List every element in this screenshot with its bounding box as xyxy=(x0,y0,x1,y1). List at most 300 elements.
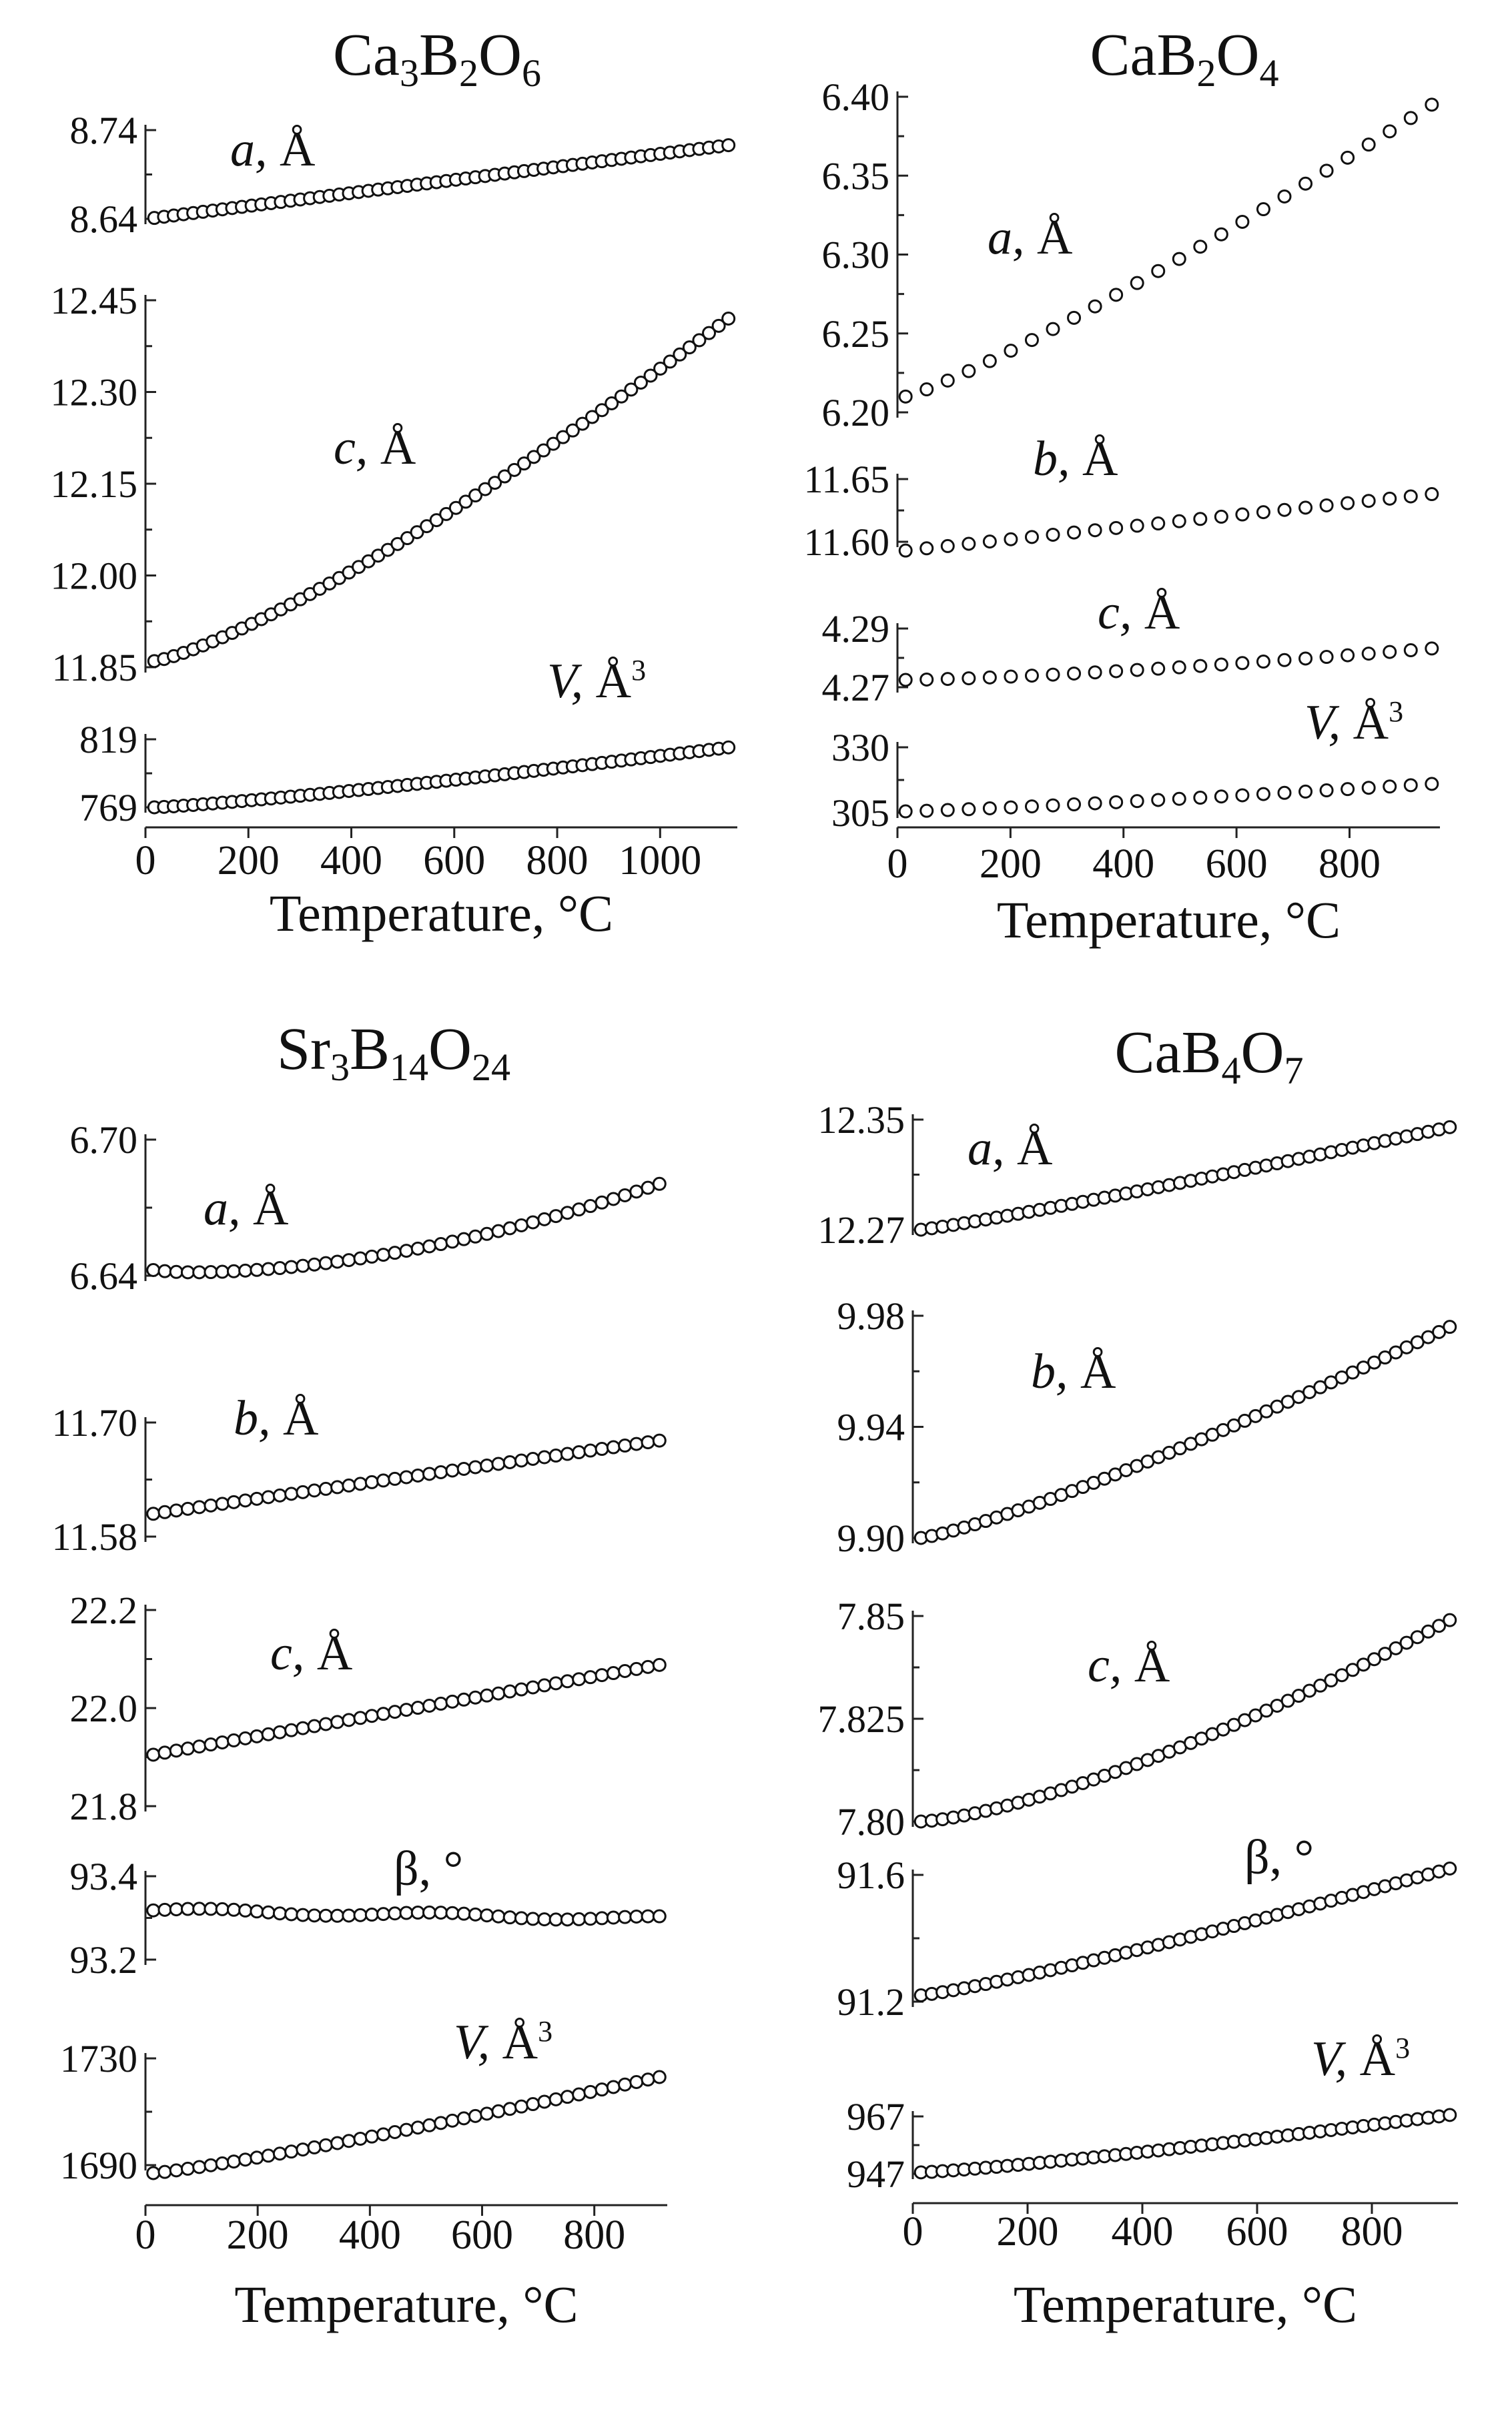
data-point xyxy=(228,1734,240,1746)
data-point xyxy=(194,1741,206,1753)
data-point xyxy=(1363,495,1375,507)
data-point xyxy=(1194,513,1206,525)
data-point xyxy=(963,803,975,815)
data-point xyxy=(170,1904,182,1916)
data-point xyxy=(240,1495,252,1507)
data-point xyxy=(366,2130,378,2142)
data-point xyxy=(1444,1121,1456,1133)
data-point xyxy=(251,1730,263,1742)
data-point xyxy=(1342,151,1354,163)
data-point xyxy=(941,673,954,685)
data-point xyxy=(1173,253,1185,265)
y-tick-label: 6.70 xyxy=(69,1118,137,1162)
data-point xyxy=(921,384,933,396)
data-point xyxy=(458,1908,470,1920)
y-tick-label: 1730 xyxy=(60,2037,137,2080)
data-point xyxy=(1110,522,1122,534)
data-point xyxy=(527,1681,539,1693)
data-point xyxy=(262,1728,274,1740)
data-point xyxy=(941,804,954,816)
y-tick-label: 9.98 xyxy=(837,1294,905,1338)
x-tick-label: 200 xyxy=(979,841,1042,887)
data-point xyxy=(400,1704,412,1716)
data-point xyxy=(389,1706,401,1718)
data-point xyxy=(366,1909,378,1921)
panel-2 xyxy=(51,279,735,689)
y-tick-label: 7.80 xyxy=(837,1800,905,1844)
data-point xyxy=(550,1450,562,1462)
data-point xyxy=(607,1193,619,1205)
data-point xyxy=(527,1453,539,1465)
data-point xyxy=(228,1265,240,1277)
data-point xyxy=(332,1256,344,1268)
data-point xyxy=(343,1479,355,1491)
data-point xyxy=(899,544,911,556)
data-point xyxy=(181,1503,194,1515)
data-point xyxy=(1342,497,1354,509)
data-point xyxy=(435,1238,447,1250)
data-point xyxy=(515,1219,527,1231)
data-point xyxy=(1173,515,1185,527)
data-point xyxy=(366,1476,378,1488)
data-point xyxy=(1026,801,1038,813)
panel-label: β, ° xyxy=(1244,1830,1314,1885)
data-point xyxy=(585,1913,597,1925)
data-point xyxy=(481,1910,493,1922)
data-point xyxy=(216,2157,228,2169)
data-point xyxy=(1405,779,1417,791)
data-point xyxy=(412,2122,424,2134)
data-point xyxy=(228,1904,240,1916)
data-point xyxy=(194,1501,206,1513)
data-point xyxy=(332,1716,344,1728)
data-point xyxy=(1047,528,1059,540)
data-point xyxy=(653,1435,665,1447)
x-axis-label: Temperature, °C xyxy=(996,891,1341,949)
y-tick-label: 12.27 xyxy=(817,1208,905,1252)
panel-2 xyxy=(837,1294,1456,1560)
data-point xyxy=(619,1440,631,1452)
data-point xyxy=(458,1463,470,1475)
data-point xyxy=(458,1693,470,1705)
y-tick-label: 22.2 xyxy=(69,1589,137,1632)
data-point xyxy=(1320,785,1333,797)
data-point xyxy=(147,1904,159,1916)
data-point xyxy=(585,1671,597,1683)
chart-title: Sr3B14O24 xyxy=(276,1016,511,1090)
data-point xyxy=(573,1204,585,1216)
data-point xyxy=(423,1468,435,1480)
data-point xyxy=(1131,664,1143,676)
x-tick-label: 600 xyxy=(1226,2209,1288,2255)
data-point xyxy=(1278,190,1290,202)
data-point xyxy=(1278,504,1290,516)
data-point xyxy=(550,1210,562,1222)
x-tick-label: 800 xyxy=(1341,2209,1403,2255)
data-point xyxy=(1384,781,1396,793)
x-axis-label: Temperature, °C xyxy=(234,2275,579,2333)
data-point xyxy=(1384,492,1396,504)
data-point xyxy=(1257,204,1269,216)
panel-label: b, Å xyxy=(234,1391,319,1446)
data-point xyxy=(653,1178,665,1190)
data-point xyxy=(1047,669,1059,681)
data-point xyxy=(205,2159,217,2171)
data-point xyxy=(354,1252,366,1264)
data-point xyxy=(297,2144,309,2156)
x-tick-label: 600 xyxy=(423,838,486,883)
data-point xyxy=(469,2110,481,2122)
data-point xyxy=(205,1266,217,1278)
data-point xyxy=(1005,671,1017,683)
data-point xyxy=(205,1739,217,1751)
data-point xyxy=(423,1699,435,1711)
data-point xyxy=(573,1447,585,1459)
data-point xyxy=(492,1458,504,1470)
data-point xyxy=(653,1659,665,1671)
data-point xyxy=(354,1909,366,1921)
data-point xyxy=(240,2154,252,2166)
data-point xyxy=(631,2076,643,2088)
data-point xyxy=(389,1908,401,1920)
panel-3 xyxy=(79,654,735,829)
data-point xyxy=(573,1673,585,1685)
data-point xyxy=(607,2081,619,2093)
data-point xyxy=(596,2084,608,2096)
data-point xyxy=(159,1265,171,1277)
data-point xyxy=(332,2137,344,2149)
data-point xyxy=(194,2161,206,2173)
data-point xyxy=(538,1914,550,1926)
x-tick-label: 400 xyxy=(338,2212,401,2258)
data-point xyxy=(435,1697,447,1709)
data-point xyxy=(297,1260,309,1272)
x-tick-label: 800 xyxy=(1318,841,1381,887)
data-point xyxy=(1152,518,1164,530)
data-point xyxy=(1215,791,1227,803)
data-point xyxy=(308,1258,320,1270)
data-point xyxy=(619,1911,631,1923)
data-point xyxy=(262,1491,274,1503)
data-point xyxy=(492,1225,504,1237)
data-point xyxy=(1089,667,1101,679)
x-tick-label: 600 xyxy=(451,2212,514,2258)
data-point xyxy=(1068,799,1080,811)
data-point xyxy=(286,1908,298,1920)
data-point xyxy=(435,1907,447,1919)
y-tick-label: 11.70 xyxy=(51,1401,137,1445)
data-point xyxy=(642,1182,654,1194)
data-point xyxy=(1068,667,1080,679)
panel-label: c, Å xyxy=(270,1626,353,1681)
data-point xyxy=(984,671,996,683)
data-point xyxy=(274,1908,286,1920)
data-point xyxy=(561,2091,573,2103)
data-point xyxy=(412,1907,424,1919)
data-point xyxy=(1300,785,1312,797)
data-point xyxy=(412,1469,424,1481)
data-point xyxy=(262,1906,274,1918)
chart-title: Ca3B2O6 xyxy=(332,22,542,95)
panel-3 xyxy=(822,585,1438,709)
data-point xyxy=(446,1465,458,1477)
x-tick-label: 0 xyxy=(902,2209,923,2255)
data-point xyxy=(504,1456,516,1468)
data-point xyxy=(527,2098,539,2110)
data-point xyxy=(170,1505,182,1517)
data-point xyxy=(446,1236,458,1248)
data-point xyxy=(561,1207,573,1219)
data-point xyxy=(286,2146,298,2158)
data-point xyxy=(1384,125,1396,137)
data-point xyxy=(228,2156,240,2168)
y-tick-label: 6.25 xyxy=(821,312,889,356)
y-tick-label: 12.35 xyxy=(817,1098,905,1142)
data-point xyxy=(1194,660,1206,672)
data-point xyxy=(389,2126,401,2138)
y-tick-label: 305 xyxy=(831,791,889,835)
data-point xyxy=(1236,657,1248,669)
data-point xyxy=(308,2141,320,2153)
data-point xyxy=(354,2132,366,2144)
data-point xyxy=(194,1266,206,1278)
y-tick-label: 12.15 xyxy=(50,462,137,506)
y-tick-label: 8.64 xyxy=(69,197,137,241)
data-point xyxy=(343,1910,355,1922)
data-point xyxy=(642,1437,654,1449)
data-point xyxy=(984,536,996,548)
panel-label: a, Å xyxy=(988,210,1073,265)
y-tick-label: 11.58 xyxy=(51,1515,137,1559)
data-point xyxy=(1194,792,1206,804)
panel-label: V, Å3 xyxy=(547,653,647,709)
panel-label: V, Å3 xyxy=(454,2014,553,2070)
data-point xyxy=(538,1679,550,1691)
data-point xyxy=(1342,783,1354,795)
data-point xyxy=(181,1903,194,1915)
x-tick-label: 800 xyxy=(526,838,589,883)
data-point xyxy=(1426,643,1438,655)
data-point xyxy=(1131,520,1143,532)
data-point xyxy=(389,1247,401,1259)
data-point xyxy=(343,1254,355,1266)
data-point xyxy=(527,1216,539,1228)
data-point xyxy=(159,1747,171,1759)
y-tick-label: 12.30 xyxy=(50,370,137,414)
data-point xyxy=(159,1904,171,1916)
data-point xyxy=(251,1493,263,1505)
data-point xyxy=(1152,265,1164,277)
data-point xyxy=(550,1914,562,1926)
data-point xyxy=(308,1910,320,1922)
data-point xyxy=(469,1908,481,1920)
data-point xyxy=(216,1903,228,1915)
panel-label: V, Å3 xyxy=(1304,695,1404,750)
data-point xyxy=(1005,533,1017,545)
data-point xyxy=(205,1903,217,1915)
data-point xyxy=(378,2128,390,2140)
data-point xyxy=(607,1441,619,1453)
data-point xyxy=(400,1907,412,1919)
data-point xyxy=(458,2112,470,2124)
data-point xyxy=(274,2148,286,2160)
x-tick-label: 400 xyxy=(1111,2209,1174,2255)
panel-label: a, Å xyxy=(968,1121,1053,1176)
data-point xyxy=(1215,228,1227,240)
panel-3 xyxy=(818,1595,1456,1844)
y-tick-label: 7.85 xyxy=(837,1595,905,1638)
data-point xyxy=(538,1213,550,1225)
panel-1 xyxy=(70,1118,666,1298)
data-point xyxy=(1257,788,1269,800)
y-tick-label: 93.4 xyxy=(69,1855,137,1898)
data-point xyxy=(469,1230,481,1242)
data-point xyxy=(1005,345,1017,357)
data-point xyxy=(274,1489,286,1501)
data-point xyxy=(216,1498,228,1510)
chart-1 xyxy=(51,22,738,942)
y-tick-label: 6.20 xyxy=(821,391,889,434)
data-point xyxy=(412,1702,424,1714)
data-point xyxy=(1300,177,1312,189)
panel-4 xyxy=(837,1830,1456,2024)
x-axis-label: Temperature, °C xyxy=(1013,2275,1358,2333)
data-point xyxy=(366,1710,378,1722)
data-point xyxy=(619,2078,631,2090)
data-point xyxy=(412,1242,424,1254)
data-point xyxy=(642,2074,654,2086)
chart-title: CaB2O4 xyxy=(1090,22,1279,95)
panel-1 xyxy=(822,75,1438,434)
data-point xyxy=(1405,490,1417,502)
y-tick-label: 11.60 xyxy=(803,520,889,564)
panel-1 xyxy=(818,1098,1456,1252)
data-point xyxy=(1047,323,1059,335)
x-tick-label: 0 xyxy=(887,841,908,887)
panel-label: c, Å xyxy=(334,420,416,475)
chart-3 xyxy=(52,1016,667,2333)
data-point xyxy=(1278,787,1290,799)
data-point xyxy=(585,2086,597,2098)
data-point xyxy=(963,365,975,377)
data-point xyxy=(1068,312,1080,324)
data-point xyxy=(400,1471,412,1483)
data-point xyxy=(297,1722,309,1734)
data-point xyxy=(1320,651,1333,663)
data-point xyxy=(492,2105,504,2117)
data-point xyxy=(1236,508,1248,520)
data-point xyxy=(343,1714,355,1726)
data-point xyxy=(1300,653,1312,665)
data-point xyxy=(1173,793,1185,805)
data-point xyxy=(378,1908,390,1920)
panel-label: β, ° xyxy=(394,1842,464,1896)
data-point xyxy=(240,1732,252,1744)
y-tick-label: 8.74 xyxy=(69,109,137,152)
data-point xyxy=(216,1736,228,1748)
data-point xyxy=(619,1189,631,1201)
data-point xyxy=(515,1912,527,1924)
data-point xyxy=(297,1909,309,1921)
data-point xyxy=(899,805,911,817)
x-tick-label: 1000 xyxy=(619,838,702,883)
data-point xyxy=(619,1665,631,1677)
data-point xyxy=(1026,531,1038,543)
y-tick-label: 6.40 xyxy=(821,75,889,119)
data-point xyxy=(286,1261,298,1273)
data-point xyxy=(170,1266,182,1278)
data-point xyxy=(1089,797,1101,809)
data-point xyxy=(194,1903,206,1915)
y-tick-label: 11.85 xyxy=(51,646,137,689)
data-point xyxy=(389,1473,401,1485)
panel-5 xyxy=(60,2015,665,2187)
y-tick-label: 12.45 xyxy=(50,279,137,322)
data-point xyxy=(1278,654,1290,666)
data-point xyxy=(607,1912,619,1924)
data-point xyxy=(1405,112,1417,124)
panel-5 xyxy=(847,2032,1456,2196)
x-tick-label: 400 xyxy=(320,838,383,883)
data-point xyxy=(631,1663,643,1675)
data-point xyxy=(1131,795,1143,807)
x-tick-label: 200 xyxy=(996,2209,1059,2255)
data-point xyxy=(941,540,954,552)
y-tick-label: 22.0 xyxy=(69,1687,137,1730)
panel-label: c, Å xyxy=(1088,1638,1170,1693)
data-point xyxy=(469,1461,481,1473)
panel-2 xyxy=(52,1391,666,1559)
data-point xyxy=(1300,502,1312,514)
data-point xyxy=(147,1749,159,1761)
y-tick-label: 91.6 xyxy=(837,1854,905,1897)
data-point xyxy=(631,1438,643,1450)
data-point xyxy=(1152,794,1164,806)
data-point xyxy=(921,542,933,554)
data-point xyxy=(607,1667,619,1679)
data-point xyxy=(423,2119,435,2131)
y-tick-label: 819 xyxy=(79,718,137,761)
data-point xyxy=(1257,656,1269,668)
data-point xyxy=(181,2162,194,2174)
data-point xyxy=(1236,216,1248,228)
data-point xyxy=(1089,300,1101,312)
data-point xyxy=(1131,277,1143,289)
data-point xyxy=(366,1250,378,1262)
data-point xyxy=(1444,1863,1456,1875)
chart-title: CaB4O7 xyxy=(1114,1020,1304,1093)
data-point xyxy=(262,1263,274,1275)
data-point xyxy=(1444,1614,1456,1626)
data-point xyxy=(984,355,996,367)
y-tick-label: 21.8 xyxy=(69,1785,137,1828)
y-tick-label: 1690 xyxy=(60,2144,137,2187)
data-point xyxy=(1320,165,1333,177)
x-tick-label: 0 xyxy=(135,2212,156,2258)
data-point xyxy=(527,1913,539,1925)
x-tick-label: 600 xyxy=(1205,841,1268,887)
data-point xyxy=(504,1222,516,1234)
data-point xyxy=(653,1910,665,1922)
data-point xyxy=(515,2100,527,2112)
y-tick-label: 330 xyxy=(831,726,889,769)
data-point xyxy=(446,2114,458,2126)
data-point xyxy=(504,2103,516,2115)
data-point xyxy=(274,1262,286,1274)
panel-4 xyxy=(70,1842,666,1982)
data-point xyxy=(504,1685,516,1697)
panel-label: a, Å xyxy=(230,122,316,177)
